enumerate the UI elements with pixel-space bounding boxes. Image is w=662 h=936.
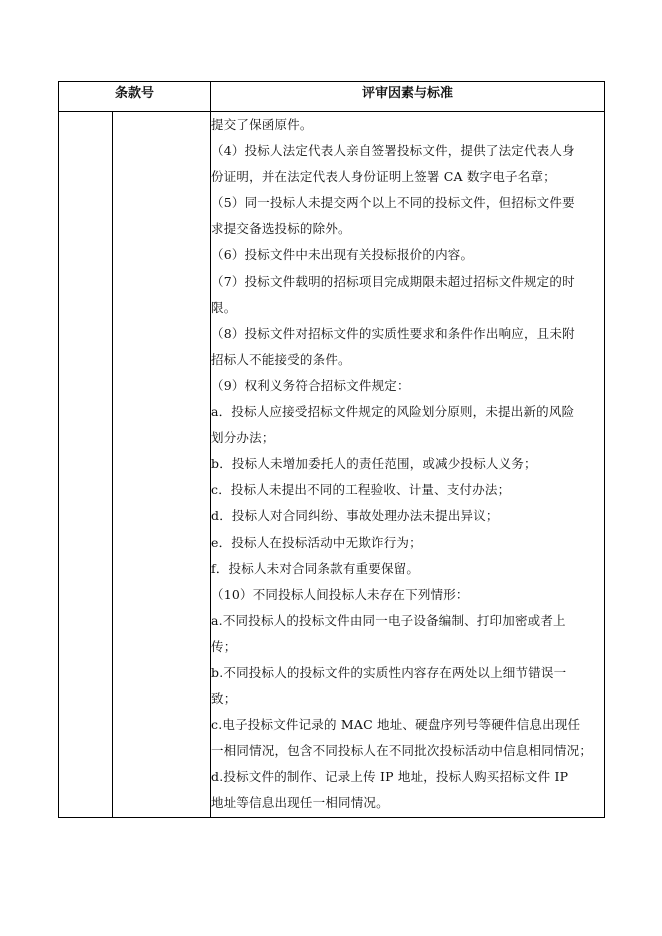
table-header-row (59, 82, 605, 112)
evaluation-criteria-table (58, 81, 605, 818)
criteria-line: b．投标人未增加委托人的责任范围，或减少投标人义务； (211, 456, 537, 472)
criteria-line: c.电子投标文件记录的 MAC 地址、硬盘序列号等硬件信息出现任 (211, 717, 581, 733)
criteria-line: 划分办法； (211, 430, 275, 446)
criteria-line: （8）投标文件对招标文件的实质性要求和条件作出响应，且未附 (211, 325, 575, 341)
criteria-line: e．投标人在投标活动中无欺诈行为； (211, 534, 422, 550)
criteria-line: （5）同一投标人未提交两个以上不同的投标文件，但招标文件要 (211, 195, 575, 211)
criteria-line: b.不同投标人的投标文件的实质性内容存在两处以上细节错误一 (211, 664, 567, 680)
criteria-line: （6）投标文件中未出现有关投标报价的内容。 (211, 247, 474, 263)
criteria-header: 评审因素与标准 (211, 82, 605, 112)
criteria-line: 招标人不能接受的条件。 (211, 351, 351, 367)
clause-number-header: 条款号 (59, 82, 211, 112)
criteria-line: 份证明，并在法定代表人身份证明上签署 CA 数字电子名章； (211, 169, 556, 185)
table-row (59, 112, 605, 818)
criteria-line: f．投标人未对合同条款有重要保留。 (211, 560, 420, 576)
criteria-line: （9）权利义务符合招标文件规定： (211, 377, 410, 393)
criteria-line: （10）不同投标人间投标人未存在下列情形： (211, 586, 469, 602)
criteria-line: （4）投标人法定代表人亲自签署投标文件，提供了法定代表人身 (211, 143, 575, 159)
criteria-line: 限。 (211, 299, 237, 315)
clause-number-cell (59, 112, 113, 818)
criteria-line: （7）投标文件载明的招标项目完成期限未超过招标文件规定的时 (211, 273, 575, 289)
criteria-line: d.投标文件的制作、记录上传 IP 地址，投标人购买招标文件 IP (211, 769, 569, 785)
criteria-line: 致； (211, 691, 237, 707)
criteria-line: a.不同投标人的投标文件由同一电子设备编制、打印加密或者上 (211, 612, 566, 628)
criteria-line: d．投标人对合同纠纷、事故处理办法未提出异议； (211, 508, 499, 524)
criteria-line: 地址等信息出现任一相同情况。 (211, 795, 389, 811)
criteria-line: 传； (211, 638, 237, 654)
criteria-cell (211, 112, 605, 818)
criteria-line: a．投标人应接受招标文件规定的风险划分原则，未提出新的风险 (211, 404, 575, 420)
clause-name-cell (113, 112, 211, 818)
criteria-line: 提交了保函原件。 (211, 117, 313, 132)
criteria-line: 求提交备选投标的除外。 (211, 221, 351, 237)
criteria-line: 一相同情况，包含不同投标人在不同批次投标活动中信息相同情况； (211, 743, 593, 759)
criteria-line: c．投标人未提出不同的工程验收、计量、支付办法； (211, 482, 511, 498)
